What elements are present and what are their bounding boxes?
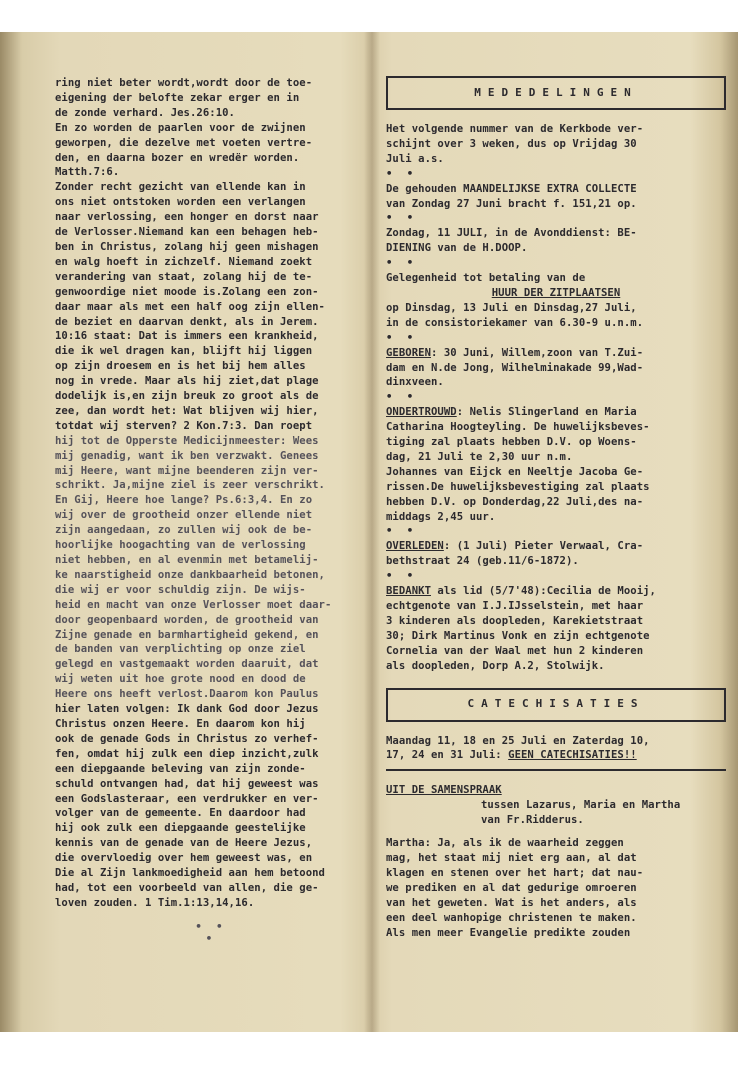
text-line: die wij er voor schuldig zijn. De wijs- xyxy=(55,583,306,596)
text-line: gelegd en vastgemaakt worden daaruit, dat xyxy=(55,658,319,671)
text-line: had, tot een voorbeeld van allen, die ge- xyxy=(55,881,319,894)
text-line: ook de genade Gods in Christus zo verhef- xyxy=(55,732,319,745)
huur-title: HUUR DER ZITPLAATSEN xyxy=(491,286,621,299)
catechisaties-title: CATECHISATIES xyxy=(467,697,645,711)
separator: • • xyxy=(386,391,418,404)
text-line: Matth.7:6. xyxy=(55,166,120,179)
ondertrouwd-notice: ONDERTROUWD: Nelis Slingerland en Maria Catharina Hoogteyling. De huwelijksbeves- tiging zal plaats hebben D.V. op Woens- dag, 21 Juli te 2,30 uur n.m. Johannes van Eijck en Neeltje Jacoba Ge- rissen.De huwelijksbevestiging zal plaats hebben D.V. op Donderdag,22 Juli,des na- middags 2,45 uur. xyxy=(386,406,650,523)
text-line: de Verlosser.Niemand kan een behagen heb- xyxy=(55,226,319,239)
text-line: de banden van verplichting op onze ziel xyxy=(55,643,306,656)
text-line: dodelijk is,en zijn breuk zo groot als de xyxy=(55,390,319,403)
separator: • • xyxy=(386,167,418,180)
text-line: fen, omdat hij zulk een diep inzicht,zulk xyxy=(55,747,319,760)
geboren-notice: GEBOREN: 30 Juni, Willem,zoon van T.Zui- dam en N.de Jong, Wilhelminakade 99,Wad- dinxveen. xyxy=(386,346,644,389)
samenspraak-section: UIT DE SAMENSPRAAK tussen Lazarus, Maria en Martha van Fr.Ridderus. Martha: Ja, als ik de waarheid zeggen mag, het staat mij niet erg aan, al dat klagen en stenen over het hart; dat nau- we prediken en al dat gedurige omroeren van het geweten. Wat is het anders, als een deel wanhopige christenen te maken. Als men meer Evangelie predikte zouden xyxy=(386,783,726,940)
text-line: daar maar als met een half oog zijn ellen- xyxy=(55,300,325,313)
text-line: den, en daarna bozer en wredër worden. xyxy=(55,151,300,164)
text-line: schrikt. Ja,mijne ziel is zeer verschrikt. xyxy=(55,479,325,492)
text-line: En Gij, Heere hoe lange? Ps.6:3,4. En zo xyxy=(55,494,313,507)
geen-catechisaties: GEEN CATECHISATIES!! xyxy=(508,749,637,762)
text-line: ben in Christus, zolang hij geen mishagen xyxy=(55,240,319,253)
text-line: ke naarstigheid onze dankbaarheid betonen, xyxy=(55,568,325,581)
huur-notice: Gelegenheid tot betaling van de HUUR DER ZITPLAATSEN op Dinsdag, 13 Juli en Dinsdag,27 Juli, in de consistoriekamer van 6.30-9 u.n.m. xyxy=(386,271,726,331)
text-line: niet hebben, en al evenmin met betamelij- xyxy=(55,554,319,566)
text-line: de zonde verhard. Jes.26:10. xyxy=(55,106,235,119)
bedankt-notice: BEDANKT als lid (5/7'48):Cecilia de Mooij, echtgenote van I.J.IJsselstein, met haar 3 kinderen als doopleden, Karekietstraat 30; Dirk Martinus Vonk en zijn echtgenote Cornelia van der Waal met hun 2 kinderen als doopleden, Dorp A.2, Stolwijk. xyxy=(386,585,656,672)
text-line: en walg hoeft in zichzelf. Niemand zoekt xyxy=(55,255,313,268)
text-line: een Godslasteraar, een verdrukker en ver- xyxy=(55,792,319,805)
text-line: geworpen, die dezelve met voeten vertre- xyxy=(55,136,313,149)
mededelingen-title: MEDEDELINGEN xyxy=(474,85,638,99)
text-line: zee, dan wordt het: Wat blijven wij hier, xyxy=(55,404,319,417)
text-line: zijn aangedaan, zo zullen wij ook de be- xyxy=(55,524,313,537)
left-column xyxy=(55,76,367,945)
text-line: schuld ontvangen had, dat hij geweest was xyxy=(55,777,319,790)
text-line: Zijne genade en barmhartigheid gekend, en xyxy=(55,628,319,641)
scanned-page xyxy=(0,32,738,1032)
text-line: Christus onzen Heere. En daarom kon hij xyxy=(55,717,306,730)
separator: • • xyxy=(386,257,418,270)
text-line: nog in vrede. Maar als hij ziet,dat plage xyxy=(55,375,319,388)
text-line: En zo worden de paarlen voor de zwijnen xyxy=(55,121,306,134)
text-line: 10:16 staat: Dat is immers een krankheid, xyxy=(55,330,319,343)
text-line: eigening der belofte zekar erger en in xyxy=(55,91,300,104)
text-line: volger van de gemeente. En daardoor had xyxy=(55,807,306,820)
text-line: wij over de grootheid onzer ellende niet xyxy=(55,509,313,522)
text-line: loven zouden. 1 Tim.1:13,14,16. xyxy=(55,896,255,909)
text-line: op zijn droesem en is het bij hem alles xyxy=(55,360,306,373)
text-line: naar verlossing, een honger en dorst naar xyxy=(55,211,319,224)
text-line: Zonder recht gezicht van ellende kan in xyxy=(55,181,306,194)
separator: • • xyxy=(386,525,418,538)
text-line: mij genadig, want ik ben verzwakt. Genees xyxy=(55,449,319,462)
text-line: kennis van de genade van de Heere Jezus, xyxy=(55,837,313,850)
divider-rule xyxy=(386,769,726,771)
text-line: verandering van staat, zolang hij de te- xyxy=(55,270,313,283)
text-line: door geopenbaard worden, de grootheid van xyxy=(55,613,319,626)
text-line: genwoordige niet moode is.Zolang een zon- xyxy=(55,285,319,298)
text-line: hij tot de Opperste Medicijnmeester: Wees xyxy=(55,434,319,447)
catechisaties-header xyxy=(386,688,726,722)
separator: • • xyxy=(386,212,418,225)
end-mark: • • • xyxy=(195,920,227,945)
text-line: Die al Zijn lankmoedigheid aan hem betoond xyxy=(55,867,325,880)
text-line: heid en macht van onze Verlosser moet daar- xyxy=(55,598,332,611)
mededelingen-header xyxy=(386,76,726,110)
bedankt-label: BEDANKT xyxy=(386,585,431,598)
collecte-notice: De gehouden MAANDELIJKSE EXTRA COLLECTE van Zondag 27 Juni bracht f. 151,21 op. xyxy=(386,182,637,210)
samenspraak-title: UIT DE SAMENSPRAAK xyxy=(386,784,502,797)
text-line: ons niet ontstoken worden een verlangen xyxy=(55,196,306,209)
geboren-label: GEBOREN xyxy=(386,346,431,359)
text-line: de beziet en daarvan denkt, als in Jerem. xyxy=(55,315,319,328)
text-line: hoorlijke hoogachting van de verlossing xyxy=(55,539,306,552)
text-line: Heere ons heeft verlost.Daarom kon Paulus xyxy=(55,688,319,701)
catechisaties-notice: Maandag 11, 18 en 25 Juli en Zaterdag 10, 17, 24 en 31 Juli: GEEN CATECHISATIES!! xyxy=(386,734,650,762)
doop-notice: Zondag, 11 JULI, in de Avonddienst: BE- DIENING van de H.DOOP. xyxy=(386,227,637,255)
text-line: die overvloedig over hem geweest was, en xyxy=(55,852,313,865)
text-line: ring niet beter wordt,wordt door de toe- xyxy=(55,77,313,89)
separator: • • xyxy=(386,570,418,583)
overleden-label: OVERLEDEN xyxy=(386,540,444,553)
separator: • • xyxy=(386,331,418,344)
overleden-notice: OVERLEDEN: (1 Juli) Pieter Verwaal, Cra- bethstraat 24 (geb.11/6-1872). xyxy=(386,540,644,568)
text-line: die ik wel dragen kan, blijft hij liggen xyxy=(55,345,313,358)
right-column xyxy=(386,76,726,940)
kerkbode-notice: Het volgende nummer van de Kerkbode ver- schijnt over 3 weken, dus op Vrijdag 30 Juli a.s. xyxy=(386,123,644,165)
text-line: een diepgaande beleving van zijn zonde- xyxy=(55,762,306,775)
text-line: wij weten uit hoe grote nood en dood de xyxy=(55,673,306,686)
text-line: totdat wij sterven? 2 Kon.7:3. Dan roept xyxy=(55,419,313,432)
text-line: mij Heere, want mijne beenderen zijn ver- xyxy=(55,464,319,477)
text-line: hij ook zulk een diepgaande geestelijke xyxy=(55,822,306,835)
text-line: hier laten volgen: Ik dank God door Jezus xyxy=(55,703,319,716)
ondertrouwd-label: ONDERTROUWD xyxy=(386,406,457,419)
